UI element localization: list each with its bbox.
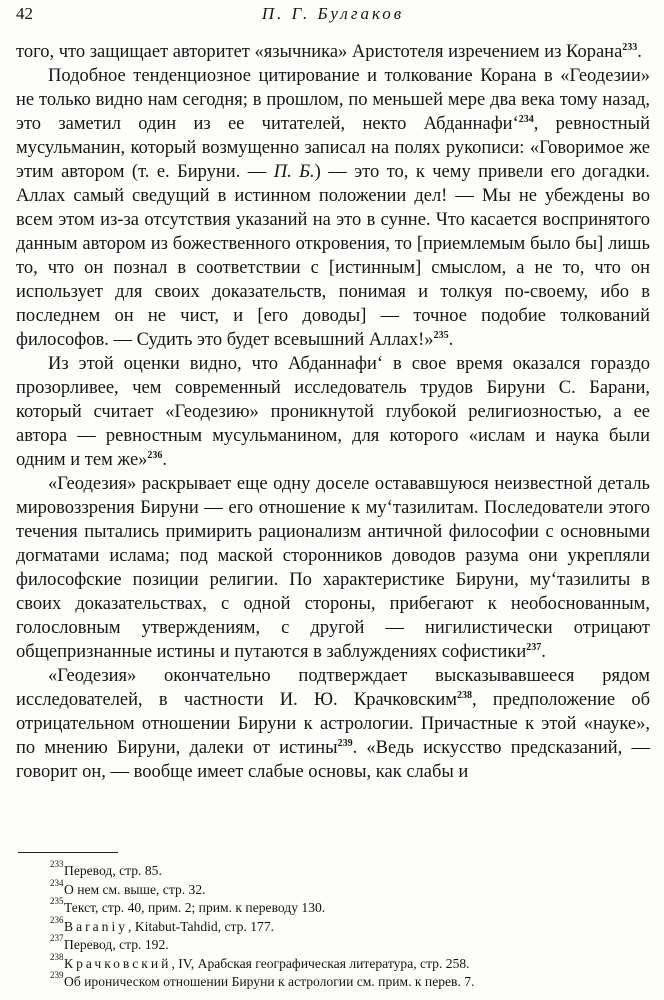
footnote: 234 О нем см. выше, стр. 32. [50,877,206,897]
paragraph-1: того, что защищает авторитет «язычника» Аристотеля изречением из Корана$^{233}$. [16,41,642,62]
footnote-ref-239[interactable]: 239 [337,737,353,749]
footnote: 237 Перевод, стр. 192. [50,933,169,952]
footnote-ref-236[interactable]: 236 [147,449,163,461]
page-number: 42 [16,4,33,23]
book-page [16,0,650,1000]
running-title: П. Г. Булгаков [261,4,405,23]
footnote-ref-238[interactable]: 238 [457,689,472,701]
footnote: 238 Крачковский , IV, Арабская географическая литература, стр. 258. [50,951,470,971]
paragraph-2: Подобное тенденциозное цитирование и толкование Корана в «Геодезии» не только видно нам сегодня; в прошлом, по меньшей мере два века тому назад, это заметил один из ее читателей, некто Абданнафи‘$^{234}$, ревностный мусульманин, который возмущенно записал на полях рукописи: «Говоримое же этим автором (т. е. Бируни. — П. Б.) — это то, к чему привели его догадки. Аллах самый сведущий в истинном положении дел! — Мы не убеждены во всем этом из-за отсутствия указаний на это в сунне. Что касается воспринятого данным автором из божественного откровения, то [приемлемым было бы] лишь то, что он познал в соответствии с [истинным] смыслом, а не то, что он использует для своих доказательств, понимая и толкуя по-своему, ибо в последнем он не чист, и [его доводы] — точное подобие толкований философов. — Судить это будет всевышний Аллах!»$^{235}$. [16,66,651,350]
author-initials: П. Б. [273,162,315,182]
paragraph-3: Из этой оценки видно, что Абданнафи‘ в свое время оказался гораздо прозорливее, чем современный исследователь трудов Бируни С. Барани, который считает «Геодезию» проникнутой глубокой религиозностью, а ее автора — ревностным мусульманином, для которого «ислам и наука были одним и тем же»$^{236}$. [16,354,650,470]
footnote-ref-237[interactable]: 237 [526,641,542,653]
footnote: 235 Текст, стр. 40, прим. 2; прим. к переводу 130. [50,896,326,915]
footnote: 233 Перевод, стр. 85. [50,859,162,878]
paragraph-4: «Геодезия» раскрывает еще одну доселе остававшуюся неизвестной деталь мировоззрения Бируни — его отношение к му‘тазилитам. Последователи этого течения пытались примирить рационализм античной философии с основными догматами ислама; под маской сторонников доводов разума они укрепляли философские позиции религии. По характеристике Бируни, му‘тазилиты в своих доказательствах, с одной стороны, прибегают к необоснованным, голословным утверждениям, с другой — нигилистически отрицают общепризнанные истины и путаются в заблуждениях софистики$^{237}$. [16,474,650,662]
main-text [16,40,650,784]
footnote: 236 Baraniy , Kitabut-Tahdid, стр. 177. [50,914,275,934]
footnote-divider [18,852,118,853]
page-header [16,4,650,26]
footnote-ref-233[interactable]: 233 [622,41,638,53]
footnote: 239 Об ироническом отношении Бируни к астрологии см. прим. к перев. 7. [50,970,475,989]
footnote-ref-234[interactable]: 234 [518,113,534,125]
footnote-ref-235[interactable]: 235 [433,329,449,341]
footnotes [50,859,650,992]
paragraph-5: «Геодезия» окончательно подтверждает высказывавшееся рядом исследователей, в частности И. Ю. Крачковским$^{238}$, предположение об отрицательном отношении Бируни к астрологии. Причастные к этой «науке», по мнению Бируни, далеки от истины$^{239}$. «Ведь искусство предсказаний, — говорит он, — вообще имеет слабые основы, как слабы и [16,666,651,782]
